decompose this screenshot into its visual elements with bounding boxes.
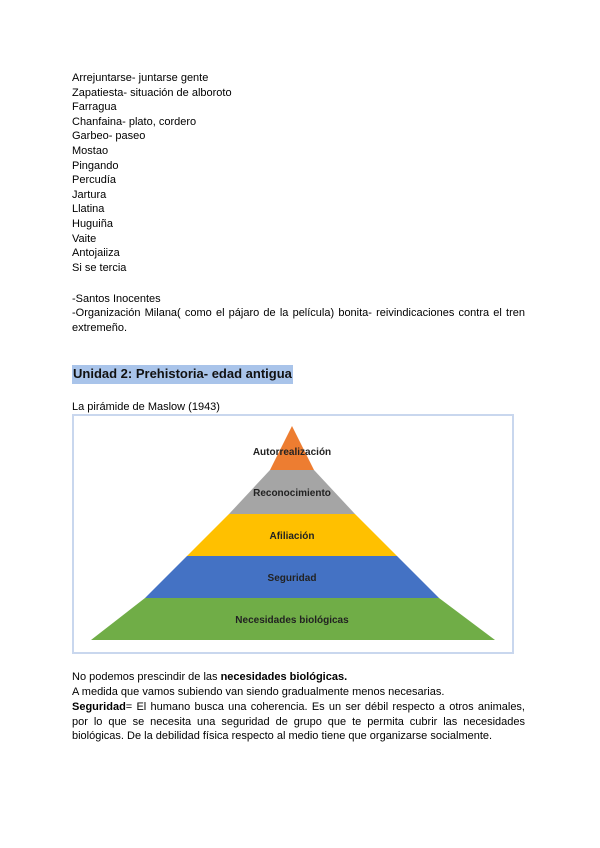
list-item: Jartura	[72, 188, 107, 201]
pyramid-label-afiliacion: Afiliación	[269, 531, 315, 542]
body-paragraph-1	[72, 670, 347, 685]
list-item: Llatina	[72, 203, 105, 216]
list-item: Arrejuntarse- juntarse gente	[72, 72, 209, 84]
body-text: = El humano busca una coherencia. Es un ser débil respecto a otros animales, por lo que se necesita una seguridad de grupo que te permita cubrir las necesidades biológicas. De la debilidad física respecto al medio tiene que organizarse socialmente.	[72, 701, 525, 743]
pyramid-label-seguridad: Seguridad	[267, 573, 317, 584]
maslow-pyramid-figure	[72, 414, 514, 654]
pyramid-label-autorrealizacion: Autorrealización	[252, 447, 332, 458]
list-item: Garbeo- paseo	[72, 130, 146, 143]
list-item: Percudía	[72, 174, 117, 187]
list-item: Huguiña	[72, 217, 113, 230]
list-item: Mostao	[72, 144, 109, 157]
vocabulary-list	[72, 71, 232, 275]
note-organizacion-milana: -Organización Milana( como el pájaro de la película) bonita- reivindicaciones contra el tren extremeño.	[72, 307, 525, 334]
body-bold-text: necesidades biológicas.	[220, 671, 348, 683]
list-item: Si se tercia	[72, 261, 127, 274]
pyramid-label-necesidades-biologicas: Necesidades biológicas	[235, 615, 349, 626]
body-text: No podemos prescindir de las	[72, 671, 221, 683]
list-item: Pingando	[72, 159, 119, 172]
list-item: Zapatiesta- situación de alboroto	[72, 86, 232, 99]
pyramid-label-reconocimiento: Reconocimiento	[253, 488, 331, 499]
list-item: Farragua	[72, 101, 117, 114]
note-santos-inocentes: -Santos Inocentes	[72, 293, 161, 305]
body-paragraph-2: A medida que vamos subiendo van siendo gradualmente menos necesarias.	[72, 686, 445, 698]
maslow-pyramid	[74, 416, 512, 652]
list-item: Vaite	[72, 232, 97, 245]
unit-heading: Unidad 2: Prehistoria- edad antigua	[72, 365, 293, 384]
body-bold-text: Seguridad	[72, 701, 126, 713]
figure-caption: La pirámide de Maslow (1943)	[72, 401, 220, 413]
body-paragraph-3	[72, 700, 525, 744]
list-item: Chanfaina- plato, cordero	[72, 115, 197, 128]
list-item: Antojaiiza	[72, 247, 120, 260]
